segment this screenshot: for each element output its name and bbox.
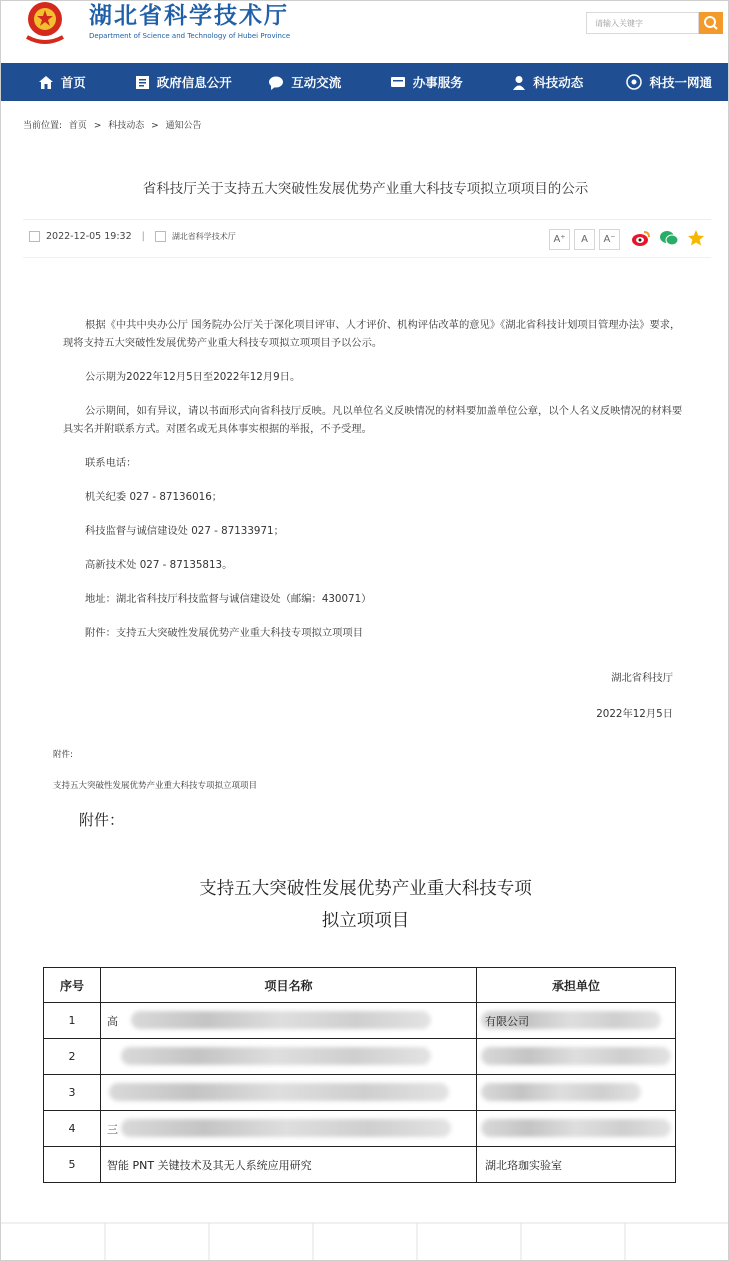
nav-label: 政府信息公开 — [156, 75, 232, 90]
divider — [23, 257, 711, 258]
nav-item-one-net[interactable] — [609, 63, 729, 101]
table-row — [44, 1075, 676, 1111]
paragraph: 机关纪委 027 - 87136016； — [85, 491, 223, 503]
column-header: 项目名称 — [101, 968, 477, 1003]
site-subtitle: Department of Science and Technology of Hubei Province — [89, 32, 291, 40]
attachment-title-line: 拟立项项目 — [321, 911, 410, 931]
nav-item-news[interactable] — [487, 63, 609, 101]
font-size-controls — [549, 229, 620, 250]
wechat-icon[interactable] — [659, 229, 679, 247]
attachment-note: 附件: — [53, 750, 73, 760]
article-title: 省科技厅关于支持五大突破性发展优势产业重大科技专项拟立项项目的公示 — [142, 181, 589, 197]
nav-item-gov-info[interactable] — [123, 63, 245, 101]
chat-icon — [268, 75, 284, 90]
project-name-text: 三 — [107, 1122, 118, 1136]
nav-item-home[interactable] — [1, 63, 123, 101]
paragraph: 地址：湖北省科技厅科技监督与诚信建设处（邮编：430071） — [85, 593, 372, 605]
paragraph: 公示期为2022年12月5日至2022年12月9日。 — [85, 371, 301, 383]
paragraph: 高新技术处 027 - 87135813。 — [85, 559, 233, 571]
breadcrumb — [23, 118, 206, 131]
project-name — [101, 1111, 477, 1147]
breadcrumb-notices[interactable]: 通知公告 — [165, 121, 202, 131]
divider — [23, 219, 711, 220]
table-row — [44, 1039, 676, 1075]
document-icon — [135, 75, 150, 90]
project-name — [101, 1075, 477, 1111]
project-unit: 湖北珞珈实验室 — [477, 1147, 676, 1183]
paragraph: 科技监督与诚信建设处 027 - 87133971； — [85, 525, 284, 537]
column-header: 承担单位 — [477, 968, 676, 1003]
nav-label: 首页 — [60, 75, 86, 90]
project-table — [43, 967, 676, 1183]
attachment-label: 附件： — [79, 811, 125, 829]
paragraph: 联系电话： — [85, 457, 137, 469]
favorite-star-icon[interactable] — [687, 229, 705, 247]
attachment-title — [1, 873, 729, 937]
service-icon — [390, 75, 406, 89]
redaction-blur — [481, 1083, 641, 1101]
nav-item-interaction[interactable] — [244, 63, 366, 101]
redaction-blur — [131, 1011, 431, 1029]
row-number: 4 — [44, 1111, 101, 1147]
font-normal-button[interactable]: A — [574, 229, 595, 250]
site-title[interactable]: 湖北省科学技术厅 — [89, 2, 289, 29]
breadcrumb-separator: > — [151, 121, 159, 131]
search-input[interactable]: 请输入关键字 — [586, 12, 699, 34]
breadcrumb-separator: > — [93, 121, 102, 131]
source-icon — [155, 231, 166, 242]
table-row — [44, 1003, 676, 1039]
nav-label: 科技一网通 — [649, 75, 712, 90]
project-unit — [477, 1003, 676, 1039]
meta-separator: | — [141, 231, 145, 242]
redaction-blur — [481, 1119, 671, 1137]
project-name — [101, 1003, 477, 1039]
redaction-blur — [481, 1047, 671, 1065]
share-bar — [631, 229, 705, 247]
national-emblem-icon — [19, 1, 71, 47]
nav-label: 科技动态 — [533, 75, 584, 90]
project-name-text: 高 — [107, 1014, 118, 1028]
project-unit-text: 有限公司 — [485, 1014, 529, 1028]
project-unit — [477, 1075, 676, 1111]
person-icon — [512, 75, 526, 90]
network-icon — [626, 74, 642, 90]
calendar-icon — [29, 231, 40, 242]
attachment-line[interactable]: 附件：支持五大突破性发展优势产业重大科技专项拟立项项目 — [85, 627, 364, 639]
publish-date: 2022-12-05 19:32 — [46, 231, 132, 242]
project-name — [101, 1039, 477, 1075]
paragraph: 根据《中共中央办公厅 国务院办公厅关于深化项目评审、人才评价、机构评估改革的意见》《湖北省科技计划项目管理办法》要求，现将支持五大突破性发展优势产业重大科技专项拟立项项目予以公示。 — [63, 319, 681, 349]
breadcrumb-home[interactable]: 首页 — [68, 121, 87, 131]
row-number: 3 — [44, 1075, 101, 1111]
spreadsheet-grid-decoration — [1, 1189, 729, 1261]
table-row — [44, 1111, 676, 1147]
breadcrumb-news[interactable]: 科技动态 — [108, 121, 145, 131]
signature-date: 2022年12月5日 — [596, 708, 673, 720]
font-increase-button[interactable]: A⁺ — [549, 229, 570, 250]
redaction-blur — [109, 1083, 449, 1101]
project-name: 智能 PNT 关键技术及其无人系统应用研究 — [101, 1147, 477, 1183]
breadcrumb-prefix: 当前位置: — [23, 121, 63, 131]
nav-item-services[interactable] — [366, 63, 488, 101]
project-unit — [477, 1111, 676, 1147]
signature-org: 湖北省科技厅 — [611, 672, 673, 684]
attachment-link[interactable]: 支持五大突破性发展优势产业重大科技专项拟立项项目 — [53, 781, 258, 791]
font-decrease-button[interactable]: A⁻ — [599, 229, 620, 250]
nav-label: 互动交流 — [291, 75, 342, 90]
project-unit — [477, 1039, 676, 1075]
article-source: 湖北省科学技术厅 — [171, 232, 236, 241]
row-number: 2 — [44, 1039, 101, 1075]
weibo-icon[interactable] — [631, 229, 651, 247]
table-header-row — [44, 968, 676, 1003]
attachment-title-line: 支持五大突破性发展优势产业重大科技专项 — [199, 879, 532, 899]
redaction-blur — [121, 1047, 431, 1065]
paragraph: 公示期间，如有异议，请以书面形式向省科技厅反映。凡以单位名义反映情况的材料要加盖单位公章，以个人名义反映情况的材料要具实名并附联系方式。对匿名或无具体事实根据的举报，不予受理。 — [63, 405, 683, 435]
row-number: 5 — [44, 1147, 101, 1183]
home-icon — [38, 75, 54, 90]
main-nav — [1, 63, 729, 101]
column-header: 序号 — [44, 968, 101, 1003]
nav-label: 办事服务 — [412, 75, 463, 90]
redaction-blur — [121, 1119, 451, 1137]
article-meta — [29, 231, 236, 242]
row-number: 1 — [44, 1003, 101, 1039]
site-header — [1, 1, 729, 63]
table-row — [44, 1147, 676, 1183]
search-icon — [699, 12, 723, 34]
search-button[interactable] — [699, 12, 723, 34]
article-body — [63, 316, 683, 642]
